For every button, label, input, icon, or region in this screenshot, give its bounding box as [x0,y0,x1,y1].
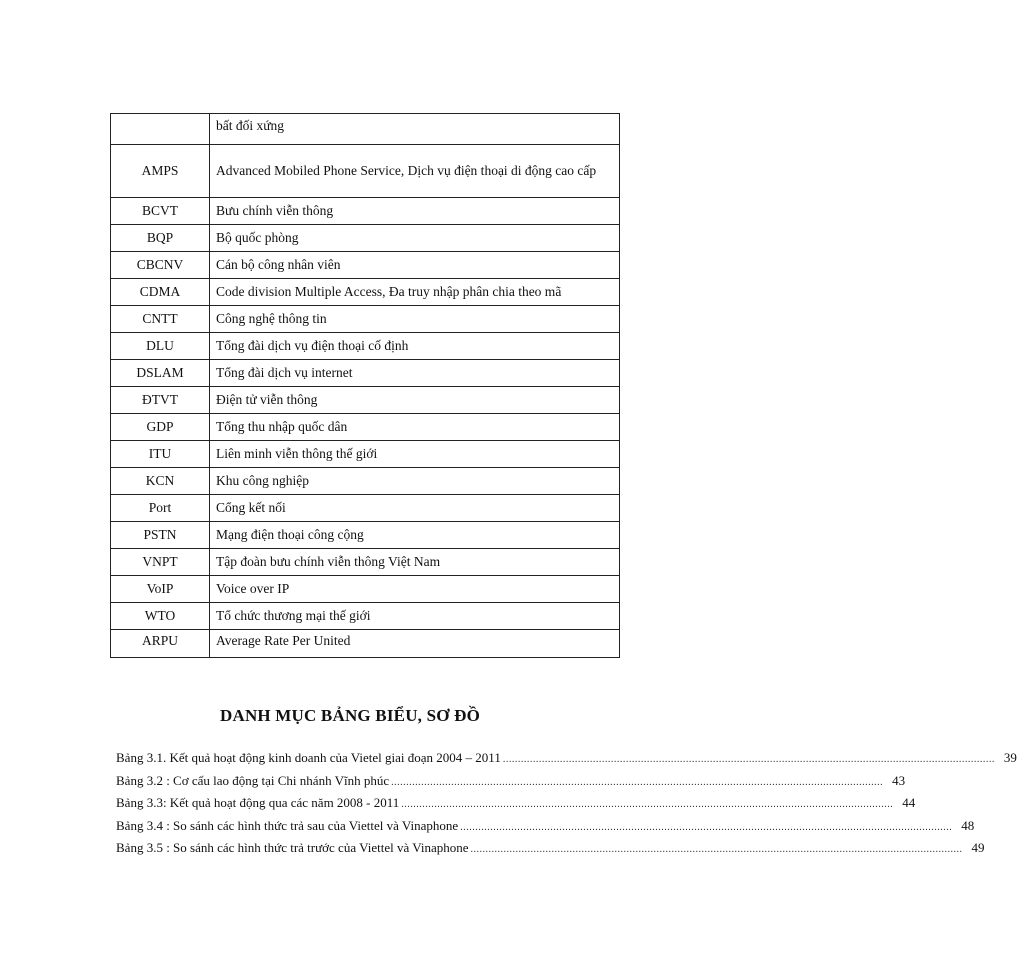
table-row [111,522,620,549]
abbreviation-code: BCVT [111,198,210,225]
abbreviation-description: Cổng kết nối [210,495,620,522]
table-row [111,414,620,441]
abbreviation-code: GDP [111,414,210,441]
table-row [111,468,620,495]
list-of-tables-heading: DANH MỤC BẢNG BIỂU, SƠ ĐỒ [219,706,481,725]
abbreviation-description: Tổ chức thương mại thế giới [210,603,620,630]
abbreviation-description: bất đối xứng [210,114,620,145]
abbreviation-description: Bộ quốc phòng [210,225,620,252]
toc-leader-dots: .................................................................................................................................................................... [470,844,963,855]
abbreviation-description: Advanced Mobiled Phone Service, Dịch vụ điện thoại di động cao cấp [210,145,620,198]
table-row [111,145,620,198]
toc-entry-label: Bảng 3.3: Kết quả hoạt động qua các năm 2008 - 2011 [116,795,400,810]
table-row [111,360,620,387]
toc-entry-page: 39 [1003,750,1017,765]
table-row [111,198,620,225]
toc-entry-label: Bảng 3.5 : So sánh các hình thức trả trước của Viettel và Vinaphone [116,840,469,855]
table-row [111,549,620,576]
table-row [111,603,620,630]
abbreviation-code: ĐTVT [111,387,210,414]
abbreviation-description: Voice over IP [210,576,620,603]
table-row [111,279,620,306]
abbreviation-code: VoIP [111,576,210,603]
toc-leader-dots: .................................................................................................................................................................... [391,776,884,788]
abbreviation-code: CBCNV [111,252,210,279]
toc-entry-page: 43 [892,772,906,788]
abbreviation-code: ITU [111,441,210,468]
list-of-tables [116,750,1017,863]
abbreviation-code: BQP [111,225,210,252]
table-row [111,387,620,414]
abbreviation-table [110,113,620,658]
toc-entry-page: 44 [902,795,916,810]
abbreviation-description: Average Rate Per United [210,630,620,658]
abbreviation-code: Port [111,495,210,522]
abbreviation-description: Tổng đài dịch vụ điện thoại cố định [210,333,620,360]
abbreviation-code [111,114,210,145]
abbreviation-description: Công nghệ thông tin [210,306,620,333]
abbreviation-description: Liên minh viễn thông thế giới [210,441,620,468]
toc-entry[interactable] [116,750,1017,773]
abbreviation-code: KCN [111,468,210,495]
table-row [111,114,620,145]
abbreviation-code: DSLAM [111,360,210,387]
abbreviation-code: DLU [111,333,210,360]
abbreviation-description: Tập đoàn bưu chính viễn thông Việt Nam [210,549,620,576]
toc-entry-page: 48 [961,817,975,833]
table-row [111,441,620,468]
toc-entry[interactable] [116,795,916,818]
toc-entry-label: Bảng 3.2 : Cơ cấu lao động tại Chi nhánh Vĩnh phúc [116,772,390,788]
abbreviation-code: PSTN [111,522,210,549]
table-row [111,252,620,279]
abbreviation-description: Tổng đài dịch vụ internet [210,360,620,387]
toc-entry-label: Bảng 3.4 : So sánh các hình thức trả sau của Viettel và Vinaphone [116,817,459,833]
toc-entry[interactable] [116,840,985,863]
abbreviation-description: Mạng điện thoại công cộng [210,522,620,549]
table-row [111,225,620,252]
toc-leader-dots: .................................................................................................................................................................... [460,821,953,833]
abbreviation-description: Tổng thu nhập quốc dân [210,414,620,441]
table-row [111,333,620,360]
abbreviation-description: Khu công nghiệp [210,468,620,495]
abbreviation-code: CNTT [111,306,210,333]
toc-leader-dots: .................................................................................................................................................................... [502,754,995,765]
toc-entry[interactable] [116,817,975,841]
abbreviation-code: AMPS [111,145,210,198]
abbreviation-code: VNPT [111,549,210,576]
table-row [111,306,620,333]
abbreviation-description: Code division Multiple Access, Đa truy nhập phân chia theo mã [210,279,620,306]
abbreviation-description: Cán bộ công nhân viên [210,252,620,279]
abbreviation-description: Bưu chính viễn thông [210,198,620,225]
table-row [111,576,620,603]
abbreviation-code: ARPU [111,630,210,658]
table-row [111,495,620,522]
abbreviation-code: CDMA [111,279,210,306]
table-row [111,630,620,658]
toc-leader-dots: .................................................................................................................................................................... [401,799,894,810]
abbreviation-description: Điện tử viễn thông [210,387,620,414]
abbreviation-code: WTO [111,603,210,630]
toc-entry-label: Bảng 3.1. Kết quả hoạt động kinh doanh của Vietel giai đoạn 2004 – 2011 [116,750,501,765]
toc-entry[interactable] [116,772,906,796]
toc-entry-page: 49 [971,840,985,855]
